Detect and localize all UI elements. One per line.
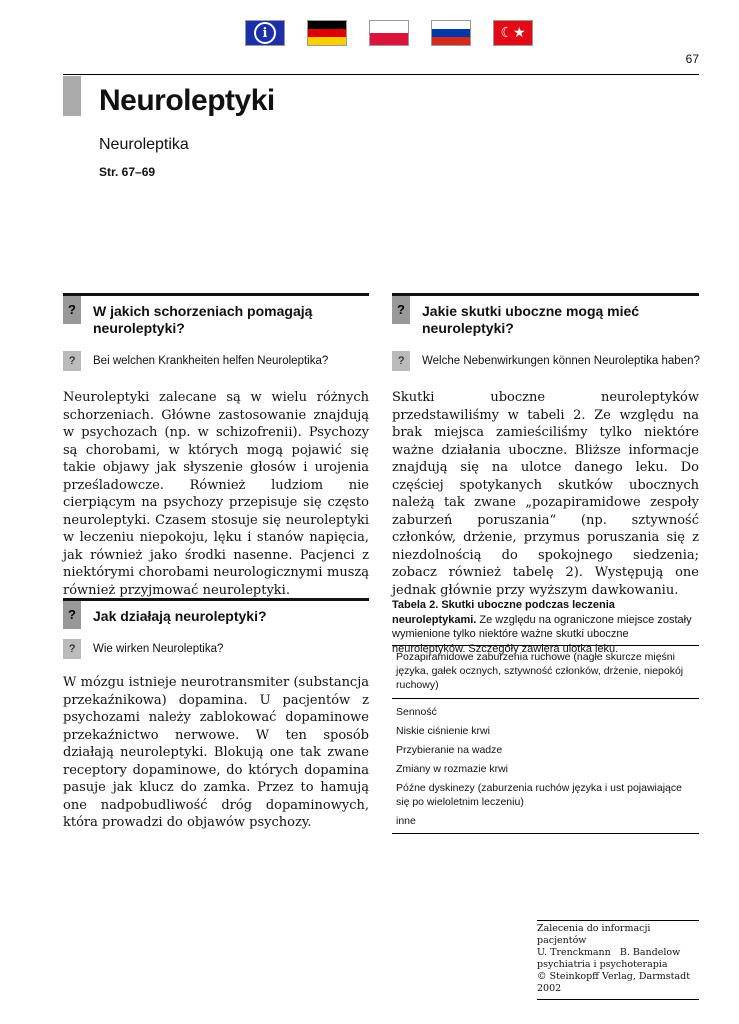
title-accent-bar — [63, 76, 81, 116]
table-row: inne — [396, 815, 416, 827]
question-badge: ? — [392, 296, 410, 324]
table-caption-text: Ze względu na ograniczone miejsce zostały wymienione tylko niektóre ważne skutki uboczne neuroleptyków. Szczegóły zawiera ulotka leku. — [392, 613, 692, 655]
page-number: 67 — [685, 52, 699, 66]
section-title: Jak działają neuroleptyki? — [93, 608, 267, 624]
german-flag-icon[interactable] — [307, 20, 347, 46]
table-header-row: Pozapiramidowe zaburzenia ruchowe (nagłe skurcze mięśni języka, gałek ocznych, sztywność członków, drżenie, niepokój ruchowy) — [392, 646, 699, 699]
info-icon[interactable] — [245, 20, 285, 46]
turkish-flag-icon[interactable] — [493, 20, 533, 46]
page-title: Neuroleptyki — [99, 84, 275, 117]
russian-flag-icon[interactable] — [431, 20, 471, 46]
question-badge-small: ? — [63, 639, 81, 659]
table-row: Przybieranie na wadze — [396, 744, 503, 756]
section-title: W jakich schorzeniach pomagają neuroleptyki? — [93, 303, 313, 336]
question-badge-small: ? — [392, 351, 410, 371]
footer-line: U. Trenckmann B. Bandelow — [537, 947, 681, 958]
section-body: Neuroleptyki zalecane są w wielu różnych schorzeniach. Główne zastosowanie znajdują w psychozach (np. w schizofrenii). Psychozy są chorobami, w których mogą pojawić się takie objawy jak słyszenie głosów i urojenia prześladowcze. Również ludziom nie cierpiącym na psychozy przepisuje się często neuroleptyki. Czasem stosuje się neuroleptyki w leczeniu niepokoju, lęku i stanów napięcia, jak również jako środki nasenne. Pacjenci z niektórymi chorobami neurologicznymi muszą również przyjmować neuroleptyki. — [63, 390, 369, 598]
table-row: Późne dyskinezy (zaburzenia ruchów języka i ust pojawiające się po wieloletnim leczeniu) — [396, 782, 682, 808]
section-body: W mózgu istnieje neurotransmiter (substancja przekaźnikowa) dopamina. U pacjentów z psychozami należy zablokować dopaminowe przekaźnictwo nerwowe. W ten sposób działają neuroleptyki. Blokują one tak zwane receptory dopaminowe, do których dopamina pasuje jak klucz do zamka. Przez to hamują one nadpobudliwość dróg dopaminowych, która prowadzi do objawów psychozy. — [63, 675, 369, 830]
table-row: Senność — [396, 706, 437, 718]
footer-line: Zalecenia do informacji pacjentów — [537, 923, 651, 946]
publisher-footer — [537, 920, 699, 1000]
top-divider — [63, 74, 699, 75]
polish-flag-icon[interactable] — [369, 20, 409, 46]
table-caption-title: Tabela 2. Skutki uboczne podczas leczenia neuroleptykami. — [392, 599, 615, 626]
page-range: Str. 67–69 — [99, 165, 156, 179]
section-subtitle: Wie wirken Neuroleptika? — [93, 643, 224, 655]
question-badge: ? — [63, 601, 81, 629]
question-badge-small: ? — [63, 351, 81, 371]
table-row: Niskie ciśnienie krwi — [396, 725, 490, 737]
info-glyph: i — [254, 22, 276, 44]
question-badge: ? — [63, 296, 81, 324]
crescent-star-glyph: ☾★ — [500, 25, 526, 41]
section-divider — [63, 293, 369, 296]
section-title: Jakie skutki uboczne mogą mieć neuroleptyki? — [422, 303, 640, 336]
footer-line: psychiatria i psychoterapia — [537, 959, 668, 970]
table-body — [392, 699, 699, 833]
section-divider — [392, 293, 699, 296]
footer-line: © Steinkopff Verlag, Darmstadt 2002 — [537, 971, 691, 994]
table-row: Zmiany w rozmazie krwi — [396, 763, 509, 775]
section-body: Skutki uboczne neuroleptyków przedstawiliśmy w tabeli 2. Ze względu na brak miejsca zamieściliśmy tylko niektóre ważne działania uboczne. Bliższe informacje znajdują się na ulotce danego leku. Do częściej spotykanych skutków ubocznych należą tak zwane „pozapiramidowe zespoły zaburzeń poruszania“ (np. sztywność członków, drżenie, przymus poruszania się z niezdolnością do spokojnego siedzenia; zobacz również tabelę 2). Występują one jednak głównie przy wyższym dawkowaniu. — [392, 390, 699, 598]
section-divider — [63, 598, 369, 601]
section-subtitle: Bei welchen Krankheiten helfen Neuroleptika? — [93, 355, 329, 367]
side-effects-table — [392, 645, 699, 834]
section-subtitle: Welche Nebenwirkungen können Neuroleptika haben? — [422, 355, 700, 367]
page-subtitle: Neuroleptika — [99, 136, 189, 153]
